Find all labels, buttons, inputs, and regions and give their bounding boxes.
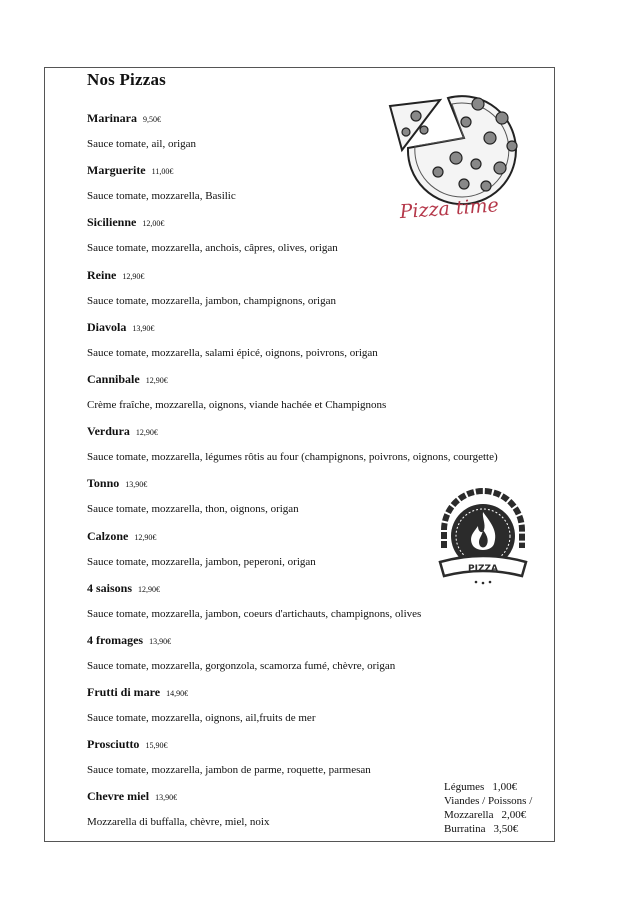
list-item [87,423,557,475]
badge-text: PIZZA [468,564,498,574]
pizza-price: 12,90€ [134,532,157,542]
supplement-item [444,822,540,836]
logo-text: Pizza time [398,194,500,224]
pizza-name: Tonno [87,476,120,491]
pizza-description: Sauce tomate, mozzarella, jambon de parme, roquette, parmesan [87,764,371,777]
pizza-name: 4 saisons [87,580,133,595]
pizza-price: 13,90€ [132,323,155,333]
pizza-name: Verdura [87,424,130,439]
pizza-description: Sauce tomate, mozzarella, oignons, ail,fruits de mer [87,712,316,725]
pizza-price: 11,00€ [151,167,174,177]
pizza-description: Sauce tomate, mozzarella, anchois, câpres, olives, origan [87,242,338,255]
supplement-item [444,794,540,808]
pizza-name: Cannibale [87,371,140,386]
pizza-description: Sauce tomate, mozzarella, gorgonzola, scamorza fumé, chèvre, origan [87,659,396,672]
supplement-price: 2,00€ [501,809,527,821]
pizza-price: 14,90€ [166,689,189,699]
list-item [87,371,557,423]
pizza-name: Calzone [87,528,129,543]
pizza-description: Sauce tomate, mozzarella, jambon, peperoni, origan [87,555,316,568]
pizza-name: 4 fromages [87,632,144,647]
pizza-sketch-icon [380,76,542,228]
pizza-price: 9,50€ [143,115,161,124]
pizza-oven-badge-icon [436,486,530,588]
pizza-description: Sauce tomate, mozzarella, Basilic [87,190,236,203]
supplement-label: Burratina [444,823,486,835]
pizza-price: 13,90€ [155,793,178,803]
pizza-price: 12,90€ [145,375,168,385]
pizza-price: 12,90€ [122,271,145,281]
pizza-name: Marguerite [87,163,146,178]
pizza-name: Reine [87,267,117,282]
pizza-name: Sicilienne [87,215,137,230]
supplements-list [444,780,540,836]
page-title: Nos Pizzas [87,70,166,89]
list-item [87,319,557,371]
pizza-name: Frutti di mare [87,685,161,700]
supplement-label: Légumes [444,781,485,793]
supplement-price: 1,00€ [492,781,518,793]
pizza-description: Sauce tomate, mozzarella, jambon, coeurs d'artichauts, champignons, olives [87,607,422,620]
pizza-price: 13,90€ [149,636,172,646]
pizza-description: Crème fraîche, mozzarella, oignons, viande hachée et Champignons [87,398,387,411]
pizza-description: Sauce tomate, mozzarella, légumes rôtis au four (champignons, poivrons, oignons, courgette) [87,451,498,464]
pizza-price: 12,90€ [138,584,161,594]
supplement-label: Viandes / Poissons / [444,795,533,807]
pizza-description: Sauce tomate, mozzarella, thon, oignons, origan [87,503,299,516]
pizza-name: Chevre miel [87,789,150,804]
pizza-description: Mozzarella di buffalla, chèvre, miel, noix [87,816,270,829]
list-item [87,684,557,736]
supplement-item [444,808,540,822]
supplement-price: 3,50€ [493,823,519,835]
list-item [87,632,557,684]
pizza-name: Diavola [87,319,127,334]
pizza-price: 15,90€ [145,741,168,751]
pizza-name: Prosciutto [87,737,140,752]
pizza-price: 12,90€ [135,428,158,438]
supplement-label: Mozzarella [444,809,494,821]
pizza-description: Sauce tomate, mozzarella, jambon, champignons, origan [87,294,336,307]
pizza-price: 13,90€ [125,480,148,490]
supplement-item [444,780,540,794]
pizza-name: Marinara [87,111,137,125]
pizza-description: Sauce tomate, mozzarella, salami épicé, oignons, poivrons, origan [87,346,378,359]
pizza-price: 12,00€ [142,219,165,229]
pizza-description: Sauce tomate, ail, origan [87,138,197,150]
list-item [87,267,557,319]
